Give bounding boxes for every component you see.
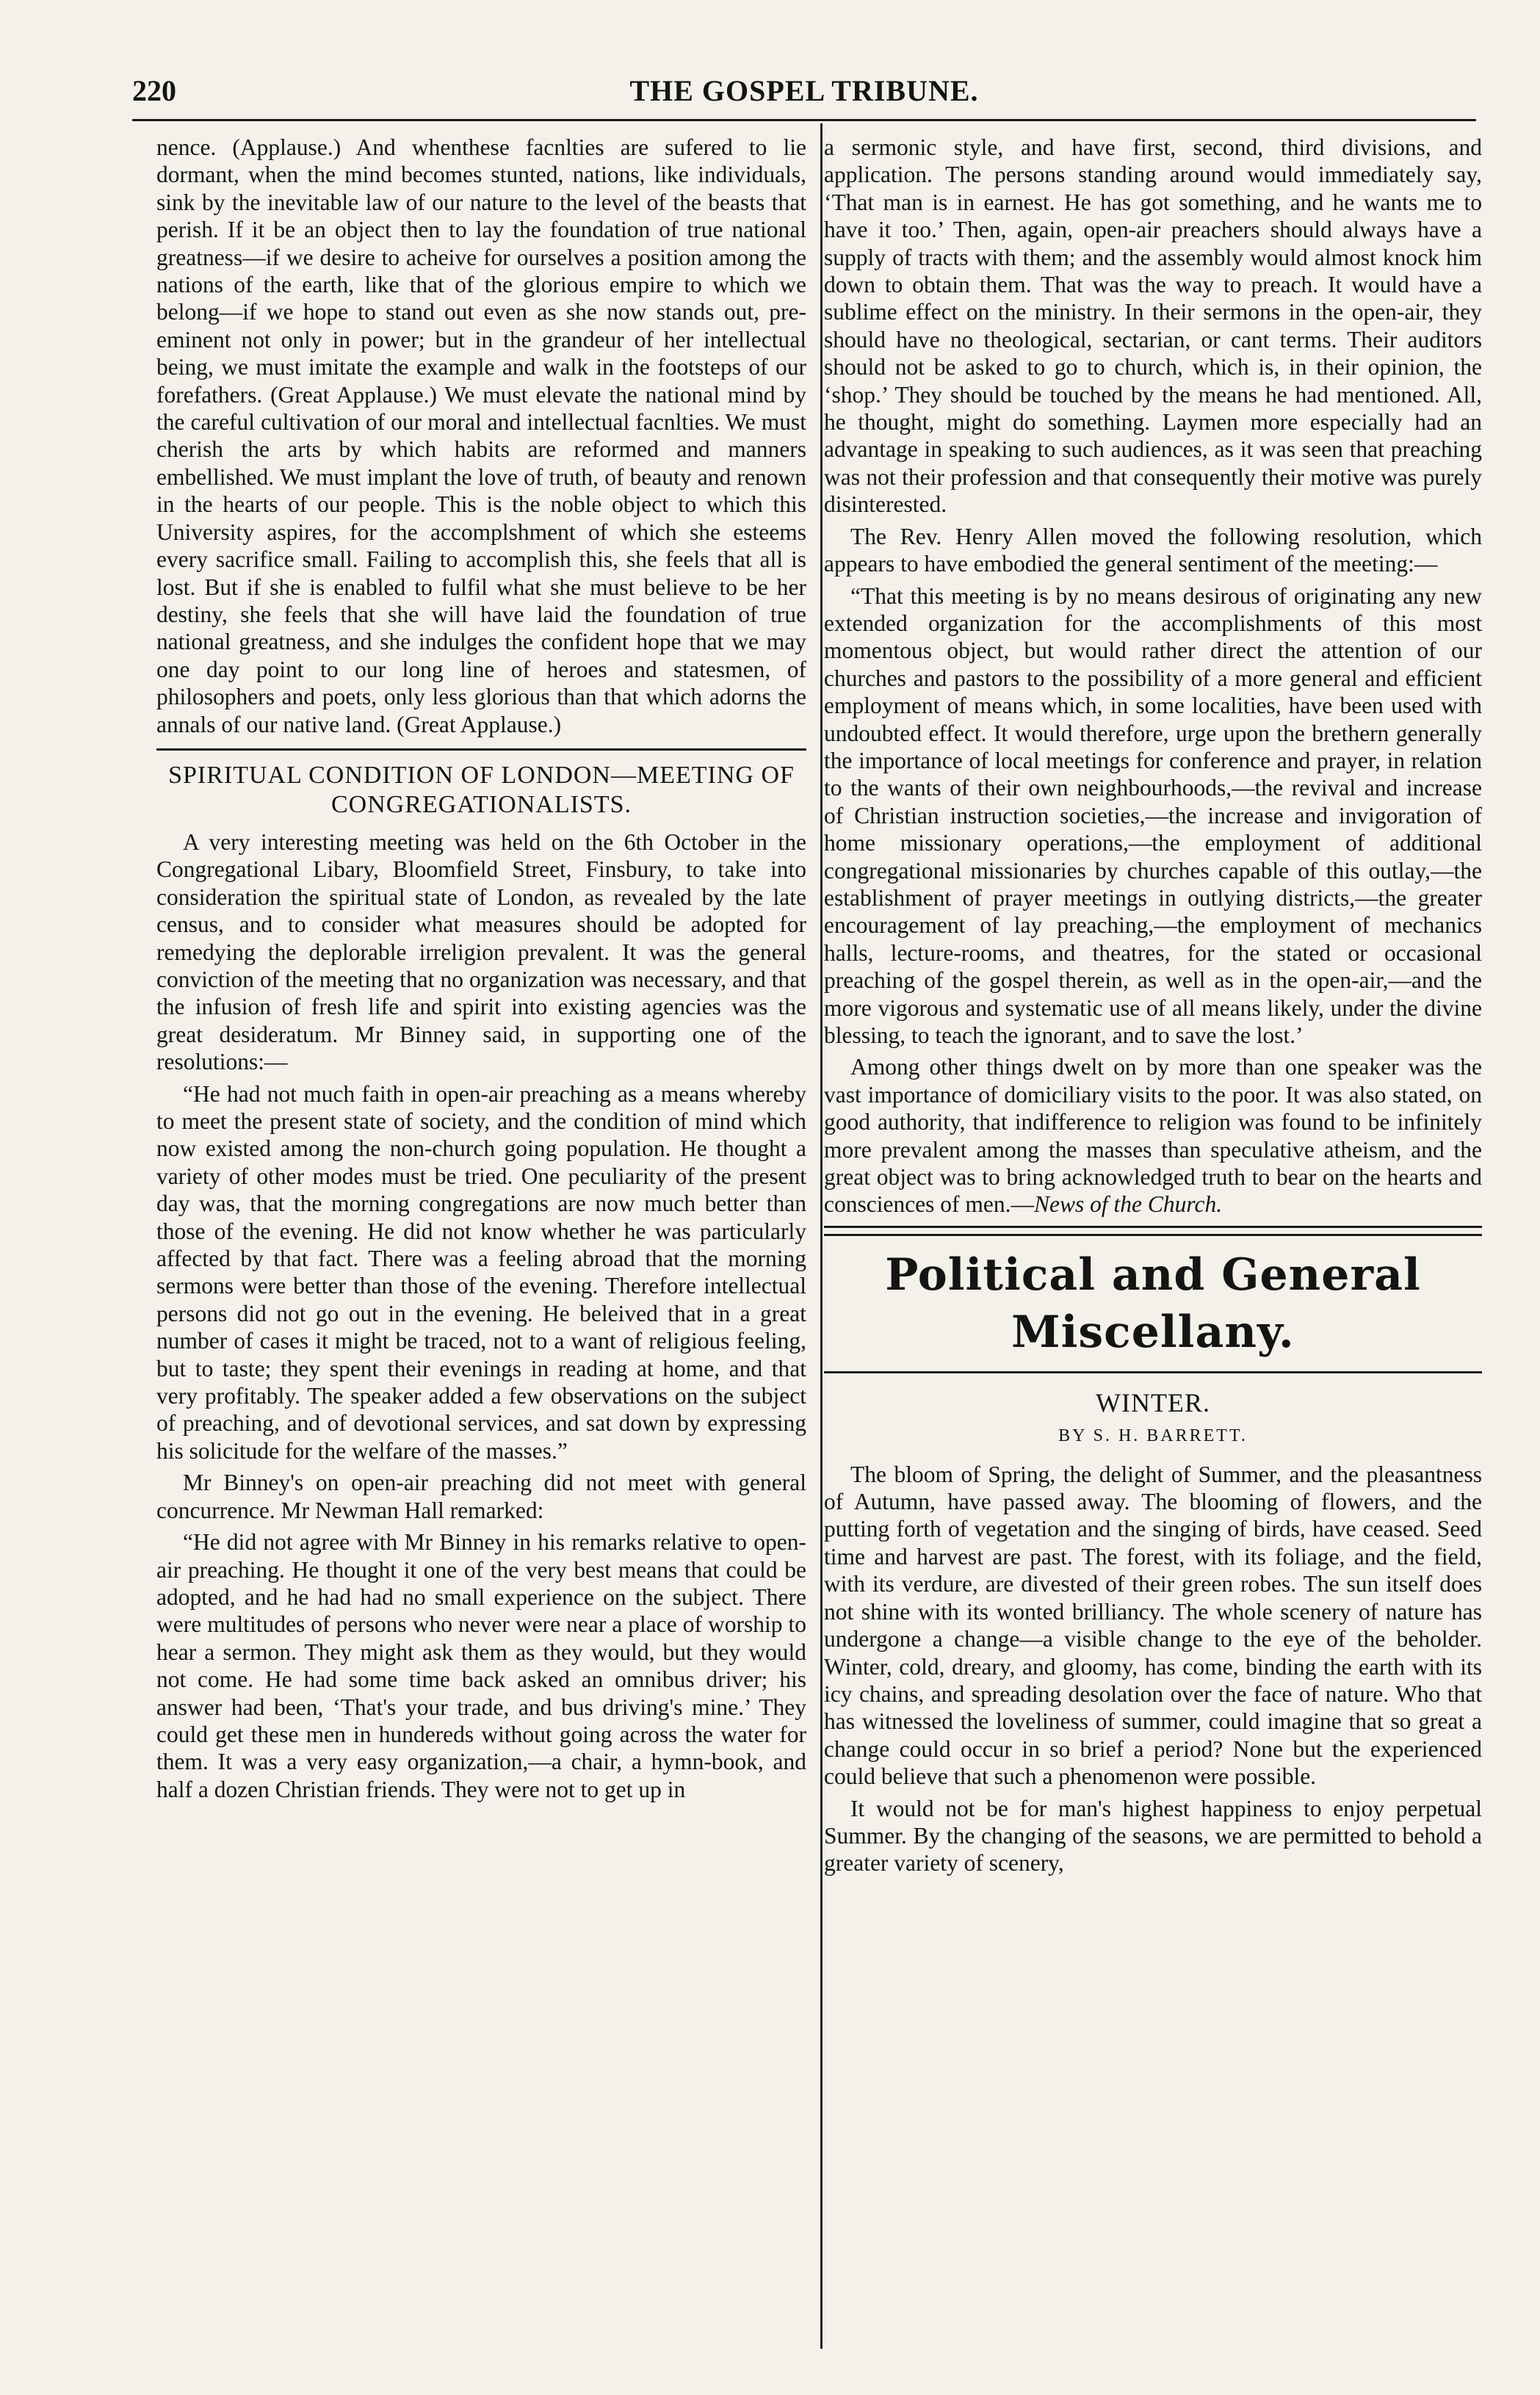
newman-hall-quote: “He did not agree with Mr Binney in his remarks relative to open-air preaching. He thought it one of the very best means that could be adopted, and he had had no small experience on the subject. There were multitudes of persons who never were near a place of worship to hear a sermon. They might ask them as they would, but they would not come. He had some time back asked an omnibus driver; his answer had been, ‘That's your trade, and bus driving's mine.’ They could get these men in hundereds without going across the water for them. It was a very easy organization,—a chair, a hymn-book, and half a dozen Christian friends. They were not to get up in (156, 1529, 806, 1802)
section-double-rule (824, 1226, 1482, 1236)
left-column (156, 134, 806, 2352)
essay-paragraph: The bloom of Spring, the delight of Summer, and the pleasantness of Autumn, have passed away. The blooming of flowers, and the putting forth of vegetation and the singing of birds, have ceased. Seed time and harvest are past. The forest, with its foliage, and the field, with its verdure, are divested of their green robes. The sun itself does not shine with its wonted brilliancy. The whole scenery of nature has undergone a change—a visible change to the eye of the beholder. Winter, cold, dreary, and gloomy, has come, binding the earth with its icy chains, and spreading desolation over the face of nature. Who that has witnessed the loveliness of summer, could imagine that so great a change could occur in so brief a period? None but the experienced could believe that such a phenomenon were possible. (824, 1461, 1482, 1790)
article-paragraph (824, 1053, 1482, 1218)
article-paragraph: The Rev. Henry Allen moved the following resolution, which appears to have embodied the general sentiment of the meeting:— (824, 523, 1482, 577)
section-rule (824, 1371, 1482, 1373)
page-header (132, 73, 1476, 118)
article-paragraph: Mr Binney's on open-air preaching did not meet with general concurrence. Mr Newman Hall remarked: (156, 1470, 806, 1523)
article-paragraph: A very interesting meeting was held on the 6th October in the Congregational Libary, Bloomfield Street, Finsbury, to take into consideration the spiritual state of London, as revealed by the late census, and to consider what measures should be adopted for remedying the deplorable irreligion prevalent. It was the general conviction of the meeting that no organization was necessary, and that the infusion of fresh life and spirit into existing agencies was the great desideratum. Mr Binney said, in supporting one of the resolutions:— (156, 828, 806, 1075)
header-rule (132, 119, 1476, 121)
article-closing-text: Among other things dwelt on by more than one speaker was the vast importance of domiciliary visits to the poor. It was also stated, on good authority, that indifference to religion was found to be infinitely more prevalent among the masses than speculative atheism, and the great object was to bring acknowledged truth to bear on the hearts and consciences of men.— (824, 1054, 1482, 1218)
essay-paragraph: It would not be for man's highest happiness to enjoy perpetual Summer. By the changing of the seasons, we are permitted to behold a greater variety of scenery, (824, 1795, 1482, 1876)
resolution-quote: “That this meeting is by no means desirous of originating any new extended organization for the accomplishments of this most momentous object, but would rather direct the attention of our churches and pastors to the possibility of a more general and efficient employment of means which, in some localities, have been used with undoubted effect. It would therefore, urge upon the brethern generally the importance of local meetings for conference and prayer, in relation to the wants of their own neighbourhoods,—the revival and increase of Christian instruction societies,—the increase and invigoration of home missionary operations,—the employment of additional congregational missionaries by churches capable of this outlay,—the establishment of prayer meetings in outlying districts,—the greater encouragement of lay preaching,—the employment of mechanics halls, lecture-rooms, and theatres, for the stated or occasional preaching of the gospel therein, as well as in the open-air,—and the more vigorous and systematic use of all means likely, under the divine blessing, to teach the ignorant, and to save the lost.’ (824, 582, 1482, 1048)
running-title: THE GOSPEL TRIBUNE. (629, 74, 979, 107)
column-divider (820, 123, 823, 2349)
essay-title: WINTER. (1096, 1387, 1210, 1417)
university-address-ending: nence. (Applause.) And whenthese facnlties are sufered to lie dormant, when the mind becomes stunted, nations, like individuals, sink by the inevitable law of our nature to the level of the beasts that perish. If it be an object then to lay the foundation of true national greatness—if we desire to acheive for ourselves a position among the nations of the earth, like that of the glorious empire to which we belong—if we hope to stand out even as she now stands out, pre-eminent not only in power; but in the grandeur of her intellectual being, we must imitate the example and walk in the footsteps of our forefathers. (Great Applause.) We must elevate the national mind by the careful cultivation of our moral and intellectual facnlties. We must cherish the arts by which habits are reformed and manners embellished. We must implant the love of truth, of beauty and renown in the hearts of our people. This is the noble object to which this University aspires, for the accomplshment of which she esteems every sacrifice small. Failing to accomplish this, she feels that all is lost. But if she is enabled to fulfil what she must believe to be her destiny, she feels that she will have laid the foundation of true national greatness, and she indulges the confident hope that we may one day point to our long line of heroes and statesmen, of philosophers and poets, only less glorious than that which adorns the annals of our native land. (Great Applause.) (156, 134, 806, 737)
miscellany-heading: Political and General Miscellany. (885, 1249, 1421, 1358)
source-credit: News of the Church. (1034, 1191, 1223, 1218)
article-paragraph: a sermonic style, and have first, second, third divisions, and application. The persons standing around would immediately say, ‘That man is in earnest. He has got something, and he wants me to have it too.’ Then, again, open-air preachers should always have a supply of tracts with them; and the assembly would almost knock him down to obtain them. That was the way to preach. It would have a sublime effect on the ministry. In their sermons in the open-air, they should have no theological, sectarian, or cant terms. Their auditors should not be asked to go to church, which is, in their opinion, the ‘shop.’ They should be touched by the means he had mentioned. All, he thought, might do something. Laymen more especially had an advantage in speaking to such audiences, as it was seen that preaching was not their profession and that consequently their motive was purely disinterested. (824, 134, 1482, 518)
section-rule (156, 748, 806, 751)
binney-quote: “He had not much faith in open-air preaching as a means whereby to meet the present state of society, and the condition of mind which now existed among the non-church going population. He thought a variety of other modes must be tried. One peculiarity of the present day was, that the morning congregations are now much better than those of the evening. He did not know whether he was particularly affected by that fact. There was a feeling abroad that the morning sermons were better than those of the evening. Therefore intellectual persons did not go out in the evening. He beleived that in a great number of cases it might be traced, not to a want of religious feeling, but to taste; they spent their evenings in reading at home, and that very profitably. The speaker added a few observations on the subject of preaching, and of devotional services, and sat down by expressing his solicitude for the welfare of the masses.” (156, 1080, 806, 1464)
byline: BY S. H. BARRETT. (1058, 1426, 1248, 1446)
article-title: SPIRITUAL CONDITION OF LONDON—MEETING OF CONGREGATIONALISTS. (168, 761, 795, 818)
right-column (824, 134, 1482, 2352)
page-number: 220 (132, 74, 176, 107)
